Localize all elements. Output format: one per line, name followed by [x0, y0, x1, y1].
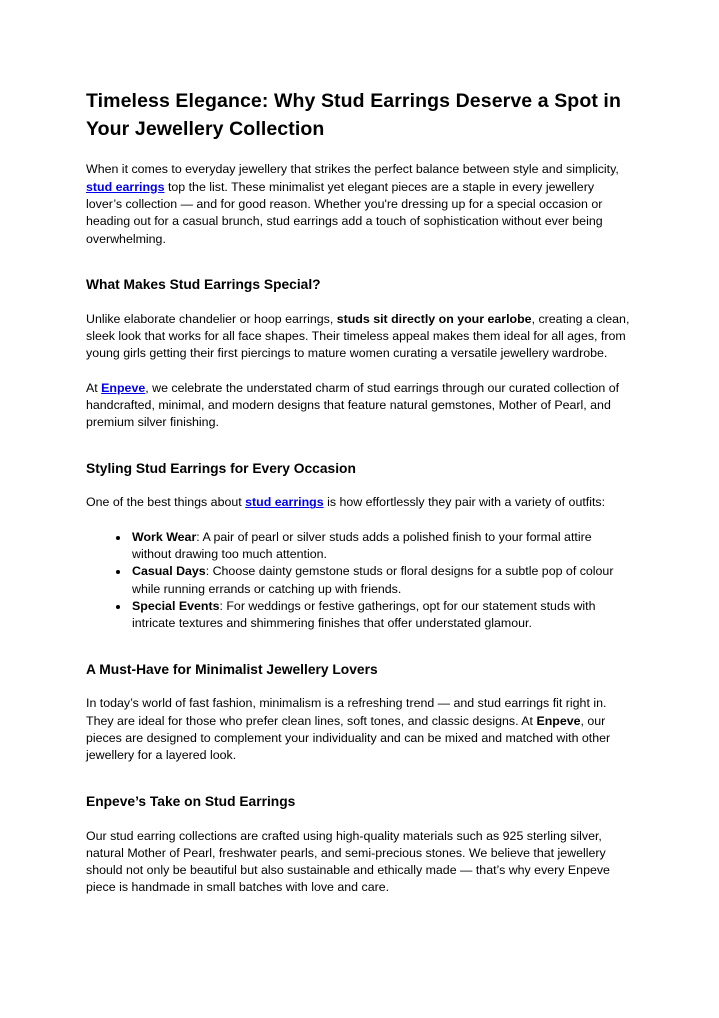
inline-link[interactable]: Enpeve — [101, 380, 146, 395]
bold-text: Work Wear — [132, 529, 197, 544]
paragraph — [86, 494, 633, 511]
bold-text: Special Events — [132, 598, 220, 613]
body-text: is how effortlessly they pair with a variety of outfits: — [323, 495, 606, 510]
inline-link[interactable]: stud earrings — [245, 495, 324, 510]
body-text: One of the best things about — [86, 495, 246, 510]
body-text: Our stud earring collections are crafted using high-quality materials such as 925 sterling silver, natural Mother of Pearl, freshwater pearls, and semi-precious stones. We believe that jewellery should not only be beautiful but also sustainable and ethically made — that’s why every Enpeve piece is handmade in small batches with love and care. — [86, 828, 610, 895]
body-text: , we celebrate the understated charm of stud earrings through our curated collection of handcrafted, minimal, and modern designs that feature natural gemstones, Mother of Pearl, and premium silver finishing. — [86, 380, 620, 430]
paragraph — [86, 161, 633, 247]
paragraph — [86, 380, 633, 432]
body-text: : A pair of pearl or silver studs adds a polished finish to your formal attire without drawing too much attention. — [132, 529, 592, 562]
paragraph — [86, 828, 633, 897]
body-text: At — [86, 380, 102, 395]
body-text: When it comes to everyday jewellery that strikes the perfect balance between style and simplicity, — [86, 162, 619, 177]
inline-link[interactable]: stud earrings — [86, 179, 165, 194]
section-heading: Enpeve’s Take on Stud Earrings — [86, 793, 296, 809]
body-text: : For weddings or festive gatherings, opt for our statement studs with intricate textures and shimmering finishes that offer understated glamour. — [132, 598, 596, 631]
bold-text: Enpeve — [536, 713, 581, 728]
body-text: : Choose dainty gemstone studs or floral designs for a subtle pop of colour while running errands or catching up with friends. — [132, 564, 614, 596]
bullet-list — [86, 529, 633, 633]
list-item — [130, 598, 633, 633]
document-body — [86, 161, 633, 896]
list-item — [130, 529, 633, 564]
body-text: , creating a clean, sleek look that works for all face shapes. Their timeless appeal makes them ideal for all ages, from young girls getting their first piercings to mature women curating a versatile jewellery wardrobe. — [86, 311, 630, 361]
body-text: In today’s world of fast fashion, minimalism is a refreshing trend — and stud earrings fit right in. They are ideal for those who prefer clean lines, soft tones, and classic designs. At — [86, 696, 607, 728]
section-heading: Styling Stud Earrings for Every Occasion — [86, 460, 356, 476]
paragraph — [86, 695, 633, 764]
page-title: Timeless Elegance: Why Stud Earrings Deserve a Spot in Your Jewellery Collection — [86, 90, 621, 140]
body-text: Unlike elaborate chandelier or hoop earrings, — [86, 311, 337, 326]
body-text: top the list. These minimalist yet elegant pieces are a staple in every jewellery lover’s collection — and for good reason. Whether you're dressing up for a special occasion or heading out for a casual brunch, stud earrings add a touch of sophistication without ever being overwhelming. — [86, 179, 603, 246]
bold-text: Casual Days — [132, 564, 206, 579]
paragraph — [86, 311, 633, 363]
section-heading: A Must-Have for Minimalist Jewellery Lovers — [86, 661, 378, 677]
section-heading: What Makes Stud Earrings Special? — [86, 276, 321, 292]
body-text: , our pieces are designed to complement your individuality and can be mixed and matched with other jewellery for a layered look. — [86, 713, 611, 763]
bold-text: studs sit directly on your earlobe — [336, 311, 532, 326]
list-item — [130, 563, 633, 598]
